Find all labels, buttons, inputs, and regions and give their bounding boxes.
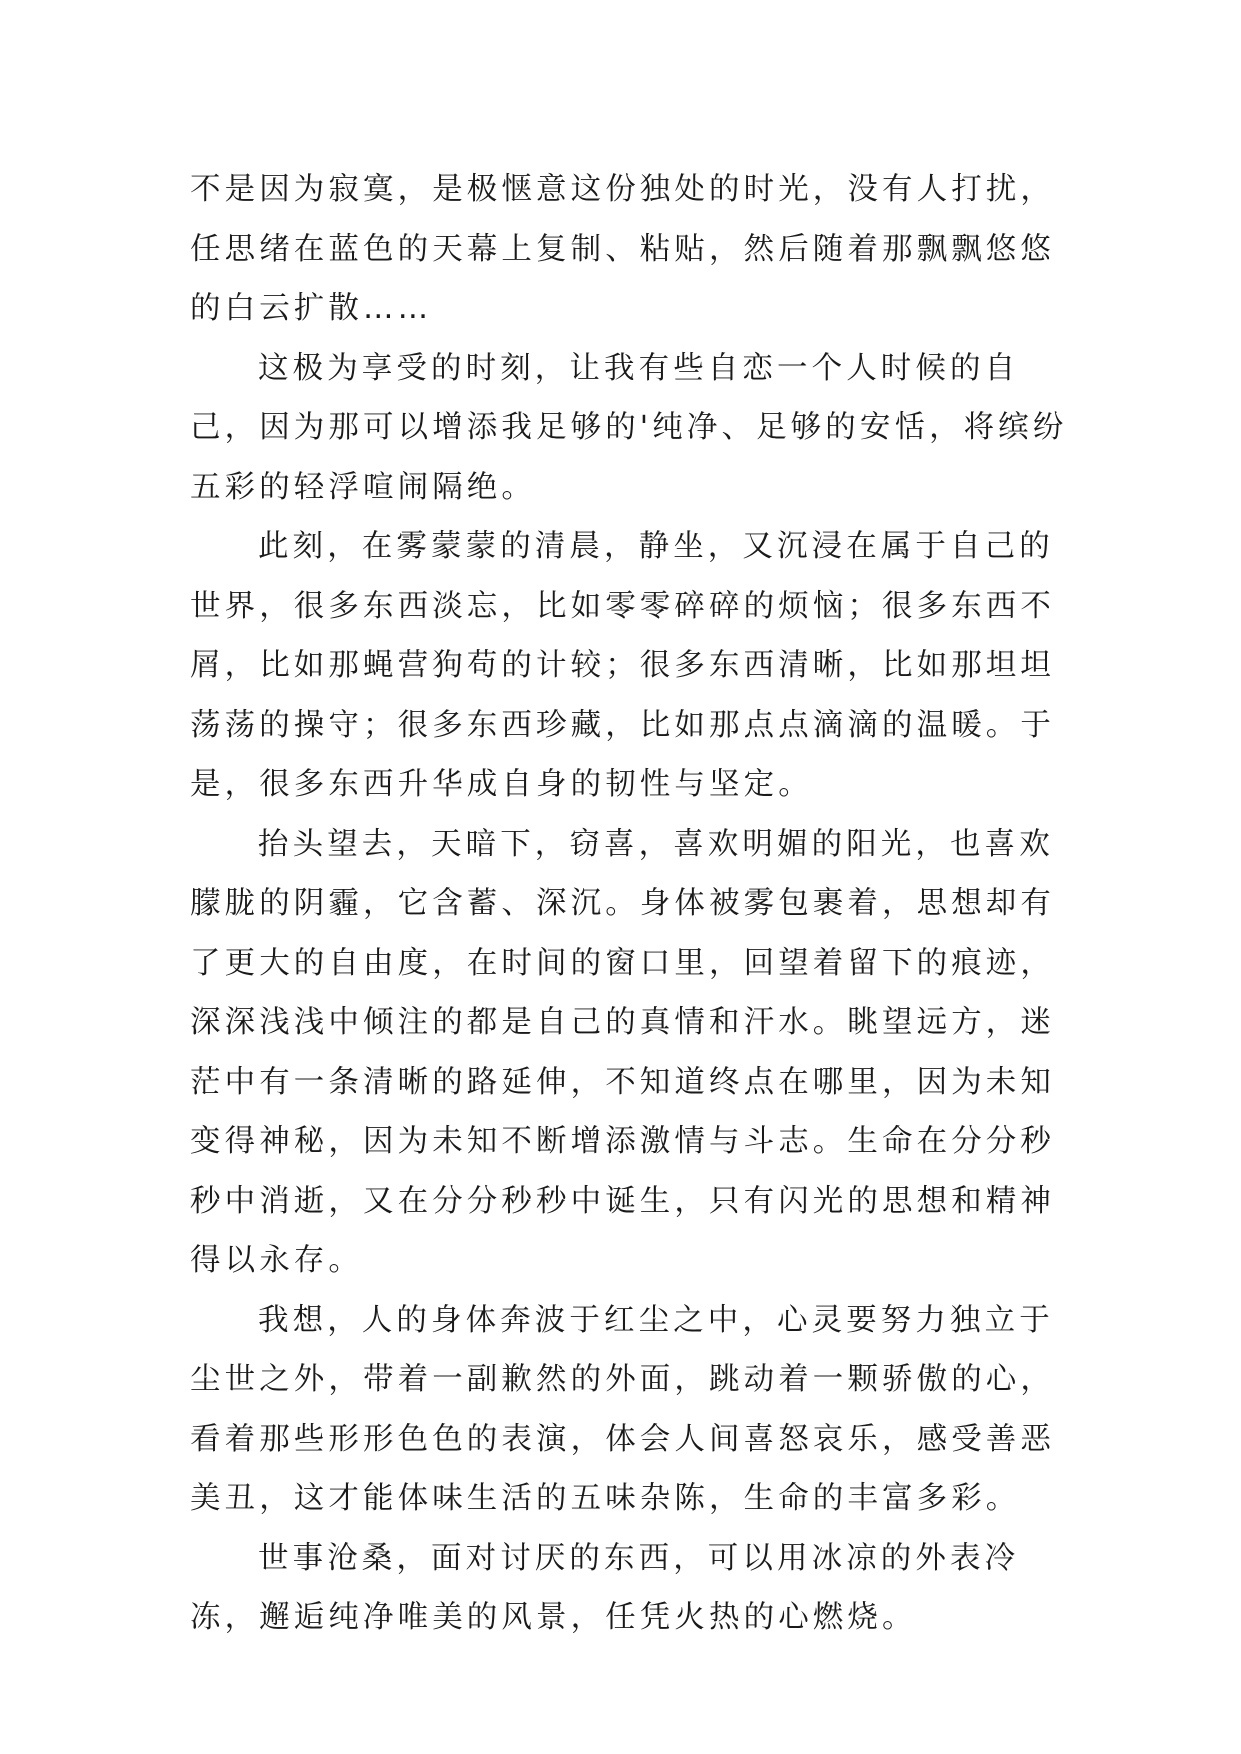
article-body bbox=[190, 160, 1070, 1648]
paragraph-2: 这极为享受的时刻，让我有些自恋一个人时候的自己，因为那可以增添我足够的'纯净、足够的安恬，将缤纷五彩的轻浮喧闹隔绝。 bbox=[190, 350, 1068, 505]
paragraph-3: 此刻，在雾蒙蒙的清晨，静坐，又沉浸在属于自己的世界，很多东西淡忘，比如零零碎碎的烦恼；很多东西不屑，比如那蝇营狗苟的计较；很多东西清晰，比如那坦坦荡荡的操守；很多东西珍藏，比如那点点滴滴的温暖。于是，很多东西升华成自身的韧性与坚定。 bbox=[190, 529, 1055, 802]
paragraph-1: 不是因为寂寞，是极惬意这份独处的时光，没有人打扰，任思绪在蓝色的天幕上复制、粘贴，然后随着那飘飘悠悠的白云扩散…… bbox=[190, 172, 1055, 326]
paragraph-6: 世事沧桑，面对讨厌的东西，可以用冰凉的外表冷冻，邂逅纯净唯美的风景，任凭火热的心燃烧。 bbox=[190, 1540, 1020, 1635]
paragraph-5: 我想，人的身体奔波于红尘之中，心灵要努力独立于尘世之外，带着一副歉然的外面，跳动着一颗骄傲的心，看着那些形形色色的表演，体会人间喜怒哀乐，感受善恶美丑，这才能体味生活的五味杂陈，生命的丰富多彩。 bbox=[190, 1302, 1055, 1516]
paragraph-4: 抬头望去，天暗下，窃喜，喜欢明媚的阳光，也喜欢朦胧的阴霾，它含蓄、深沉。身体被雾包裹着，思想却有了更大的自由度，在时间的窗口里，回望着留下的痕迹，深深浅浅中倾注的都是自己的真情和汗水。眺望远方，迷茫中有一条清晰的路延伸，不知道终点在哪里，因为未知变得神秘，因为未知不断增添激情与斗志。生命在分分秒秒中消逝，又在分分秒秒中诞生，只有闪光的思想和精神得以永存。 bbox=[190, 826, 1055, 1278]
